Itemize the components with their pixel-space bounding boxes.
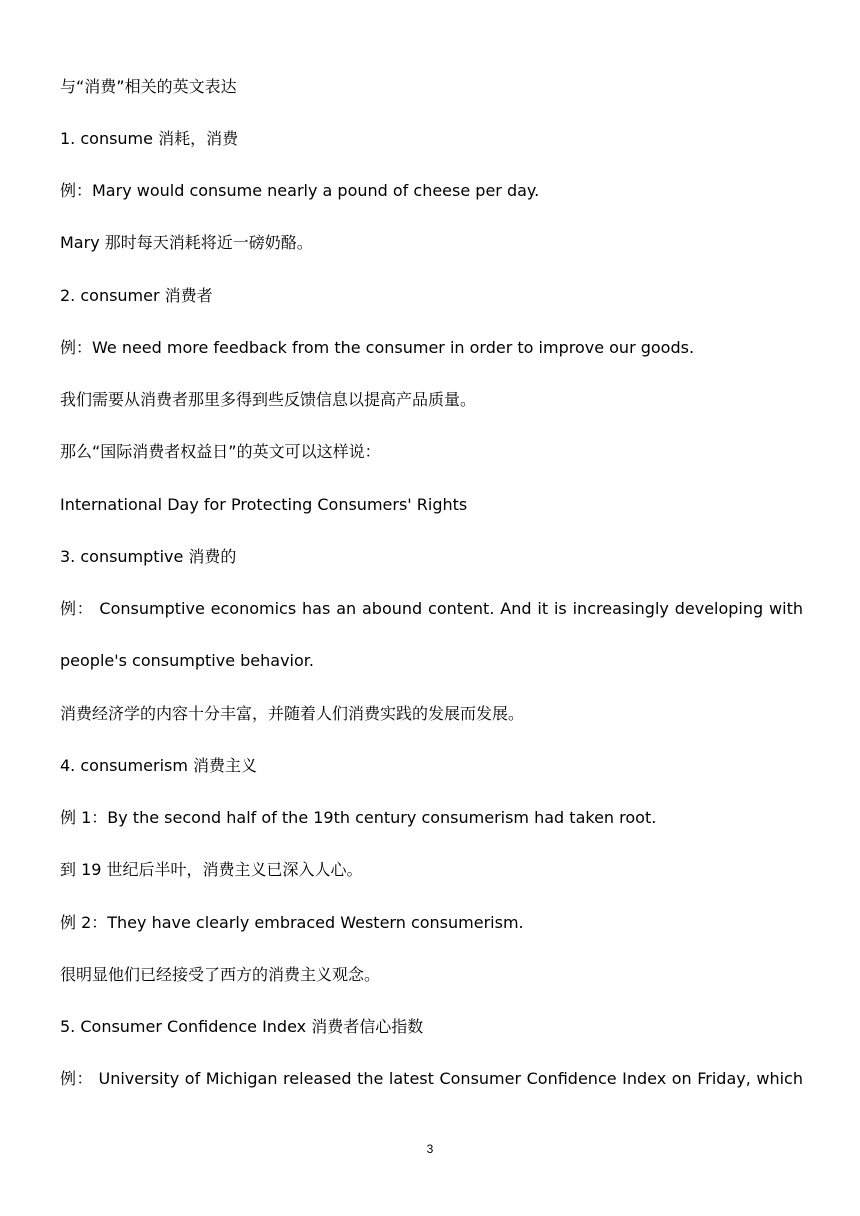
entry-1-example-en: 例：Mary would consume nearly a pound of cheese per day.	[60, 181, 540, 200]
entry-3-example-zh: 消费经济学的内容十分丰富，并随着人们消费实践的发展而发展。	[60, 704, 525, 723]
entry-3-example-en-line-2: people's consumptive behavior.	[60, 651, 314, 670]
heading-line: 与“消费”相关的英文表达	[60, 77, 237, 96]
entry-4-example-2-en: 例 2：They have clearly embraced Western consumerism.	[60, 913, 524, 932]
entry-2-note-en: International Day for Protecting Consumers' Rights	[60, 495, 468, 514]
entry-4-example-2-zh: 很明显他们已经接受了西方的消费主义观念。	[60, 965, 381, 984]
entry-5-heading: 5. Consumer Confidence Index 消费者信心指数	[60, 1017, 424, 1036]
entry-1-example-zh: Mary 那时每天消耗将近一磅奶酪。	[60, 233, 313, 252]
entry-2-note: 那么“国际消费者权益日”的英文可以这样说：	[60, 442, 381, 461]
entry-3-heading: 3. consumptive 消费的	[60, 547, 237, 566]
entry-3-example-en-line-1: 例： Consumptive economics has an abound content. And it is increasingly developing with	[60, 599, 803, 618]
entry-4-heading: 4. consumerism 消费主义	[60, 756, 258, 775]
page-number: 3	[426, 1142, 434, 1156]
entry-1-heading: 1. consume 消耗，消费	[60, 129, 239, 148]
entry-4-example-1-en: 例 1：By the second half of the 19th century consumerism had taken root.	[60, 808, 657, 827]
entry-4-example-1-zh: 到 19 世纪后半叶，消费主义已深入人心。	[60, 860, 363, 879]
entry-2-example-zh: 我们需要从消费者那里多得到些反馈信息以提高产品质量。	[60, 390, 477, 409]
entry-2-heading: 2. consumer 消费者	[60, 286, 213, 305]
entry-5-example-en-line-1: 例： University of Michigan released the latest Consumer Confidence Index on Friday, which	[60, 1069, 803, 1088]
entry-2-example-en: 例：We need more feedback from the consumer in order to improve our goods.	[60, 338, 695, 357]
